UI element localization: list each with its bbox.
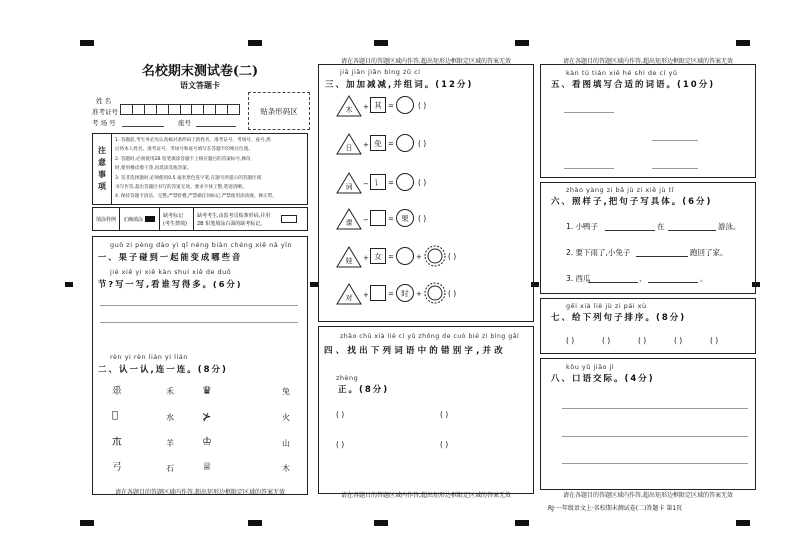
q3-pinyin: jiā jiǎn jiǎn bìng zǔ cí: [340, 68, 421, 76]
fill-example-strip: [92, 207, 308, 231]
q4-title: 四、找出下列词语中的错别字,并改: [324, 346, 506, 356]
triangle-char: 词: [345, 183, 353, 191]
absent-checkbox[interactable]: [281, 215, 297, 223]
q6-sentence-2: 2. 要下雨了,小兔子: [566, 248, 631, 257]
q1-pinyin: guō zi pèng dào yì qǐ néng biàn chéng xiē nǎ yīn: [110, 241, 293, 249]
modern-char[interactable]: 羊: [166, 439, 174, 448]
q1-title: 一、果子碰到一起能变成哪些音: [98, 252, 243, 262]
triangle-char: 娃: [345, 257, 353, 265]
answer-line[interactable]: [564, 168, 614, 169]
word-blank[interactable]: ( ): [418, 178, 427, 187]
char-triangle: [336, 172, 362, 194]
sheet-subtitle: 语文答题卡: [180, 81, 220, 90]
q7-title: 七、给下列句子排序。(8分): [551, 313, 687, 323]
word-blank[interactable]: ( ): [418, 101, 427, 110]
modern-char[interactable]: 山: [282, 439, 290, 448]
answer-line[interactable]: [588, 282, 638, 283]
notice-text: 1. 答题前,考生务必先认真核对条形码上的姓名、准考证号、考场号、座号,然 后将本人姓名、准考证号、考场号和座号填写在答题卡的相应位置。 2. 答题时,必须使用2B 铅笔填涂答题卡上相应题目的答案标号,修改 时,要用橡皮擦干净,再选涂其他答案。 3. 答非选择题时,必须使用0.5 毫米黑色签字笔,在题号所提示的答题区域 书写作答,超出答题区书写的答案无效。要求字体工整,笔迹清晰。 4. 保持答题卡清洁、完整,严禁折叠,严禁做任何标记,严禁使用涂改液、修正带。: [115, 138, 277, 200]
absent-label: 缺考标记: [163, 213, 184, 219]
flower-circle[interactable]: [424, 282, 446, 304]
seat-label: 座号: [178, 119, 191, 127]
ancient-char[interactable]: ♕: [202, 460, 212, 473]
q5-pinyin: kàn tú tián xiě hé shì de cí yǔ: [566, 69, 678, 77]
char-square[interactable]: [370, 210, 386, 226]
q8-title: 八、口语交际。(4分): [551, 374, 655, 384]
registration-mark: [736, 40, 750, 46]
q6-title: 六、照样子,把句子写具体。(6分): [551, 197, 713, 207]
q8-pinyin: kǒu yǔ jiāo jì: [566, 363, 615, 371]
modern-char[interactable]: 水: [166, 413, 174, 422]
triangle-char: 木: [345, 106, 353, 114]
fill-example-label: 填涂样例: [96, 217, 117, 223]
answer-line[interactable]: [100, 322, 298, 323]
q1-title-2: 节?写一写,看谁写得多。(6分): [98, 279, 243, 289]
q5-title: 五、看图填写合适的词语。(10分): [551, 80, 716, 90]
char-triangle: [336, 208, 362, 230]
char-square[interactable]: 讠: [370, 174, 386, 190]
q4-blank[interactable]: ( ): [440, 440, 449, 449]
char-circle[interactable]: [396, 96, 414, 114]
equals-sign: =: [388, 253, 394, 261]
q6-sentence-3-mid: 、: [639, 274, 647, 283]
registration-mark: [310, 282, 318, 287]
q6-sentence-1: 1. 小鸭子: [566, 222, 599, 231]
modern-char[interactable]: 兔: [282, 387, 290, 396]
minus-sign: −: [363, 216, 369, 224]
registration-mark: [374, 520, 388, 526]
word-blank[interactable]: ( ): [418, 214, 427, 223]
char-circle[interactable]: [396, 173, 414, 191]
char-triangle: [336, 95, 362, 117]
q7-bracket[interactable]: ( ): [638, 336, 647, 345]
q7-bracket[interactable]: ( ): [566, 336, 575, 345]
registration-mark: [80, 520, 94, 526]
equals-sign: =: [388, 102, 394, 110]
absent-note: 缺考考生,由监考员贴条形码,并用: [197, 213, 271, 219]
boundary-note: 请在各题目的答题区域内作答,超出矩形边框限定区域的答案无效: [115, 489, 285, 496]
char-triangle: [336, 283, 362, 305]
exam-no-label: 准考证号: [92, 108, 118, 116]
modern-char[interactable]: 禾: [166, 387, 174, 396]
q4-pinyin: zhǎo chū xià liè cí yǔ zhōng de cuò bié zì bìng gǎi: [340, 333, 520, 340]
minus-sign: −: [363, 180, 369, 188]
q4-blank[interactable]: ( ): [336, 440, 345, 449]
q6-sentence-2-end: 跑回了家。: [690, 248, 728, 257]
ancient-char[interactable]: 𣎳: [112, 437, 122, 448]
modern-char[interactable]: 火: [282, 413, 290, 422]
q1-pinyin-2: jié xiě yi xiě kàn shuí xiě de duō: [110, 268, 232, 276]
triangle-char: 日: [345, 144, 353, 152]
word-blank[interactable]: ( ): [448, 289, 457, 298]
word-blank[interactable]: ( ): [448, 252, 457, 261]
char-square[interactable]: 女: [370, 248, 386, 264]
char-circle[interactable]: [396, 134, 414, 152]
answer-line[interactable]: [562, 408, 748, 409]
q6-sentence-1-end: 游泳。: [718, 222, 741, 231]
char-square[interactable]: 其: [370, 97, 386, 113]
plus-sign: +: [363, 141, 369, 149]
barcode-area: 贴条形码区: [248, 92, 310, 130]
q4-pinyin-2: zhèng: [336, 374, 359, 382]
registration-mark: [515, 520, 529, 526]
q2-title: 二、认一认,连一连。(8分): [98, 365, 228, 375]
q4-title-2: 正。(8分): [338, 385, 390, 395]
registration-mark: [248, 520, 262, 526]
char-square[interactable]: [370, 285, 386, 301]
ancient-char[interactable]: 𢎗: [112, 462, 122, 473]
answer-line[interactable]: [564, 112, 614, 113]
boundary-note: 请在各题目的答题区域内作答,超出矩形边框限定区域的答案无效: [563, 58, 733, 65]
plus-sign: +: [363, 103, 369, 111]
flower-circle[interactable]: [424, 245, 446, 267]
q6-sentence-1-mid: 在: [657, 222, 665, 231]
room-field[interactable]: [122, 126, 164, 127]
q2-pinyin: rèn yi rèn lián yi lián: [110, 353, 188, 361]
word-blank[interactable]: ( ): [418, 139, 427, 148]
char-square[interactable]: 免: [370, 135, 386, 151]
q6-pinyin: zhào yàng zi bǎ jù zi xiě jù tǐ: [566, 186, 674, 194]
sheet-title: 名校期末测试卷(二): [141, 64, 259, 79]
equals-sign: =: [388, 290, 394, 298]
triangle-char: 课: [345, 219, 353, 227]
ancient-char[interactable]: ♛: [202, 384, 212, 397]
boundary-note: 请在各题目的答题区域内作答,超出矩形边框限定区域的答案无效: [341, 58, 511, 65]
answer-line[interactable]: [605, 230, 655, 231]
registration-mark: [374, 40, 388, 46]
registration-mark: [65, 282, 73, 287]
answer-line[interactable]: [100, 305, 298, 306]
page-footer: RJ·一年级语文上·名校期末测试卷(二)答题卡 第1页: [548, 505, 683, 512]
answer-line[interactable]: [652, 140, 698, 141]
ancient-char[interactable]: 𠂹: [112, 386, 122, 397]
q7-bracket[interactable]: ( ): [674, 336, 683, 345]
room-label: 考 场 号: [92, 119, 116, 127]
plus-sign: +: [363, 291, 369, 299]
q3-title: 三、加加减减,并组词。(12分): [325, 80, 474, 90]
q7-bracket[interactable]: ( ): [710, 336, 719, 345]
answer-line[interactable]: [562, 436, 748, 437]
plus-sign: +: [416, 253, 422, 261]
plus-sign: +: [363, 254, 369, 262]
answer-line[interactable]: [562, 463, 748, 464]
plus-sign: +: [416, 290, 422, 298]
modern-char[interactable]: 石: [166, 464, 174, 473]
q6-sentence-3-end: 。: [700, 274, 708, 283]
exam-no-boxes[interactable]: [120, 104, 240, 115]
notice-label: 注 意 事 项: [93, 134, 112, 204]
registration-mark: [80, 40, 94, 46]
seat-field[interactable]: [196, 126, 236, 127]
char-circle[interactable]: [396, 247, 414, 265]
modern-char[interactable]: 木: [282, 464, 290, 473]
boundary-note: 请在各题目的答题区域内作答,超出矩形边框限定区域的答案无效: [341, 492, 511, 499]
equals-sign: =: [388, 179, 394, 187]
boundary-note: 请在各题目的答题区域内作答,超出矩形边框限定区域的答案无效: [563, 492, 733, 499]
equals-sign: =: [388, 140, 394, 148]
registration-mark: [736, 520, 750, 526]
correct-fill-label: 正确填涂: [123, 217, 144, 223]
ancient-char[interactable]: ♔: [202, 435, 212, 448]
q7-pinyin: gěi xià liè jù zi pái xù: [566, 302, 647, 310]
q4-blank[interactable]: ( ): [336, 410, 345, 419]
q7-bracket[interactable]: ( ): [602, 336, 611, 345]
char-circle[interactable]: 时: [396, 284, 414, 302]
char-triangle: [336, 133, 362, 155]
char-circle[interactable]: 果: [396, 209, 414, 227]
q4-blank[interactable]: ( ): [440, 410, 449, 419]
absent-note: 2B 铅笔填涂右面的缺考标记。: [197, 221, 266, 227]
registration-mark: [515, 40, 529, 46]
char-triangle: [336, 246, 362, 268]
name-label: 姓 名: [96, 97, 112, 105]
notice-box: [92, 133, 308, 205]
registration-mark: [248, 40, 262, 46]
filled-sample: [145, 216, 155, 222]
answer-line[interactable]: [636, 256, 688, 257]
ancient-char[interactable]: ⊁: [202, 410, 212, 423]
triangle-char: 对: [345, 294, 353, 302]
equals-sign: =: [388, 215, 394, 223]
answer-line[interactable]: [652, 168, 698, 169]
answer-line[interactable]: [668, 230, 716, 231]
q6-sentence-3: 3. 西瓜: [566, 274, 591, 283]
absent-sub: (考生禁填): [163, 221, 187, 227]
ancient-char[interactable]: 𡌉: [112, 410, 119, 421]
answer-line[interactable]: [648, 282, 698, 283]
